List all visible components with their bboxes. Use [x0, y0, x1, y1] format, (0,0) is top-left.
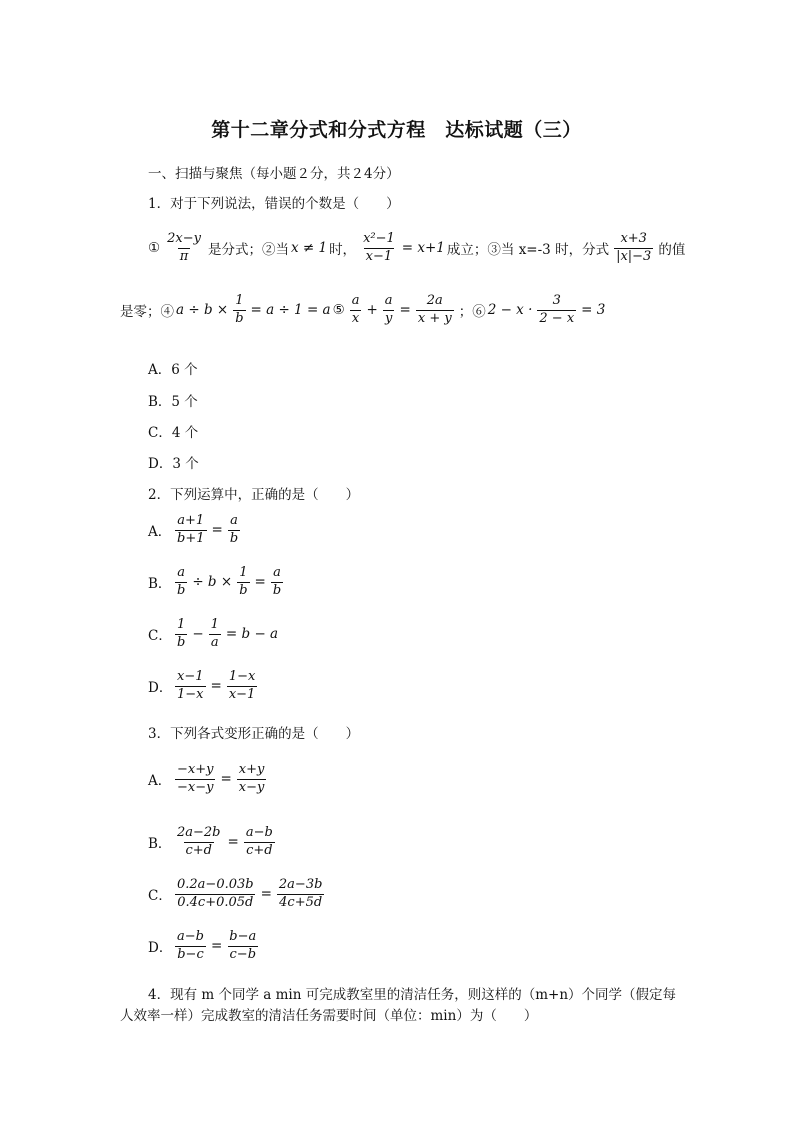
fraction: $\frac{2a-2b}{c+d}$	[177, 825, 221, 858]
fraction: $\frac{2a-3b}{4c+5d}$	[278, 877, 323, 910]
fraction: $\frac{-x+y}{-x-y}$	[177, 762, 214, 795]
statement-marker: ①	[148, 240, 161, 257]
fraction: $\frac{a}{b}$	[229, 513, 239, 546]
math-expression: = x+1	[401, 240, 445, 257]
math-expression: = b − a	[225, 626, 279, 643]
fraction: $\frac{0.2a-0.03b}{0.4c+0.05d}$	[177, 877, 254, 910]
fraction: $\frac{\text{x²−1}}{x-1}$	[363, 231, 395, 264]
question-2-stem: 2．下列运算中，正确的是（ ）	[148, 487, 360, 503]
q1-option-d: D．3 个	[148, 456, 199, 472]
q1-statements-line-2	[120, 294, 605, 327]
fraction: $\frac{1-x}{x-1}$	[228, 669, 256, 702]
operator: =	[399, 302, 411, 319]
operator: =	[254, 574, 266, 591]
question-1-stem: 1．对于下列说法，错误的个数是（ ）	[148, 196, 400, 212]
fraction: $\frac{a-b}{b-c}$	[177, 929, 204, 962]
question-4-line-2: 人效率一样）完成教室的清洁任务需要时间（单位：min）为（ ）	[120, 1008, 538, 1024]
section-heading: 一、扫描与聚焦（每小题２分，共２4分）	[148, 166, 400, 182]
option-label: A．	[148, 773, 172, 790]
option-label: A．	[148, 524, 172, 541]
fraction: $\frac{a-b}{c+d}$	[245, 825, 273, 858]
q1-option-c: C．4 个	[148, 425, 199, 441]
fraction: $\frac{2a}{x + y}$	[417, 293, 452, 326]
statement-text: 成立；③当 x=-3 时，分式	[446, 242, 610, 259]
fraction: $\frac{1}{b}$	[235, 293, 244, 326]
fraction: $\frac{a}{x}$	[351, 293, 360, 326]
fraction: $\frac{x+y}{x-y}$	[238, 762, 265, 795]
statement-text: 是分式；②当	[207, 242, 289, 259]
q3-option-c	[148, 878, 327, 911]
q2-option-b	[148, 566, 286, 599]
statement-text: 时，	[329, 242, 357, 259]
operator: =	[211, 522, 223, 539]
fraction: $\frac{x+3}{|x|-3}$	[616, 231, 652, 264]
q2-option-c	[148, 618, 278, 651]
q1-option-b: B．5 个	[148, 394, 198, 410]
q3-option-a	[148, 763, 269, 796]
fraction: $\frac{1}{b}$	[177, 617, 186, 650]
option-label: B．	[148, 576, 172, 593]
operator: =	[210, 678, 222, 695]
q2-option-d	[148, 670, 260, 703]
q3-option-d	[148, 930, 261, 963]
operator: =	[220, 771, 232, 788]
math-expression: x ≠ 1	[290, 240, 328, 257]
fraction: $\frac{x-1}{1-x}$	[177, 669, 204, 702]
q1-option-a: A．6 个	[148, 362, 198, 378]
option-label: D．	[148, 940, 173, 957]
operator: +	[366, 302, 378, 319]
math-expression: ÷ b ×	[192, 574, 233, 591]
operator: =	[260, 886, 272, 903]
statement-text: 的值	[658, 242, 686, 259]
fraction: $\frac{2x-y}{\pi}$	[167, 231, 201, 264]
fraction: $\frac{a+1}{b+1}$	[177, 513, 205, 546]
operator: =	[227, 834, 239, 851]
fraction: $\frac{a}{y}$	[384, 293, 393, 326]
option-label: B．	[148, 836, 172, 853]
operator: −	[192, 626, 204, 643]
q3-option-b	[148, 826, 278, 859]
fraction: $\frac{a}{b}$	[177, 565, 186, 598]
option-label: C．	[148, 888, 172, 905]
fraction: $\frac{a}{b}$	[272, 565, 282, 598]
option-label: C．	[148, 628, 172, 645]
operator: =	[210, 938, 223, 955]
question-3-stem: 3．下列各式变形正确的是（ ）	[148, 726, 360, 742]
math-expression: = 3	[581, 302, 606, 319]
statement-marker: ⑤	[332, 302, 345, 319]
fraction: $\frac{1}{b}$	[239, 565, 248, 598]
option-label: D．	[148, 680, 173, 697]
page-title: 第十二章分式和分式方程 达标试题（三）	[211, 119, 582, 141]
question-4-line-1: 4．现有 m 个同学 a min 可完成教室里的清洁任务，则这样的（m+n）个同学（假定每	[148, 987, 677, 1003]
statement-text: 是零；④	[120, 304, 174, 321]
math-expression: = a ÷ 1 = a	[250, 302, 331, 319]
fraction: $\frac{1}{a}$	[210, 617, 219, 650]
q1-statements-line-1	[148, 232, 685, 265]
q2-option-a	[148, 514, 243, 547]
statement-marker: ；⑥	[458, 304, 486, 321]
math-expression: a ÷ b ×	[176, 302, 229, 319]
math-expression: 2 − x ·	[487, 302, 533, 319]
fraction: $\frac{b-a}{c-b}$	[229, 929, 257, 962]
fraction: $\frac{3}{2 - x}$	[539, 293, 575, 326]
